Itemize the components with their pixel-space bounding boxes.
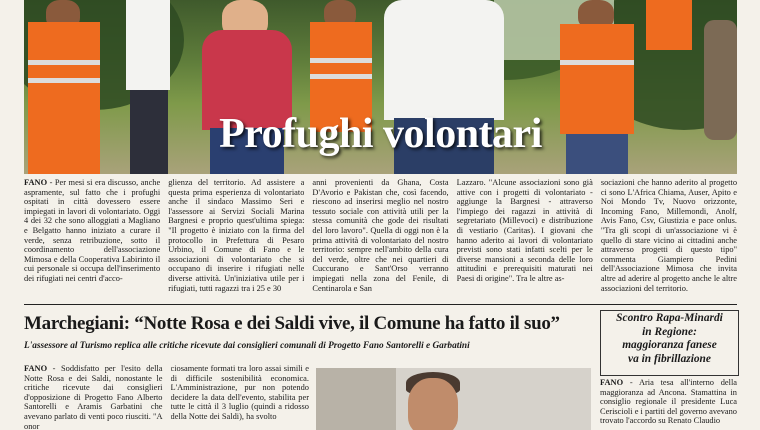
second-article-body (24, 364, 309, 430)
sidebar-body: - Aria tesa all'interno della maggioranza ad Ancona. Stamattina in consiglio regionale il presidente Luca Ceriscioli e i partiti del governo avevano trovato l'accordo su Renato Claudio (600, 378, 737, 426)
article-column (457, 178, 593, 300)
second-headline: Marchegiani: “Notte Rosa e dei Saldi vive, il Comune ha fatto il suo” (24, 313, 560, 334)
main-article-body (24, 178, 737, 300)
article-column (171, 364, 310, 430)
sidebar-title-line: Scontro Rapa-Minardi (616, 312, 723, 324)
column-text: ciosamente formati tra loro assai simili e di difficile sostenibilità economica. L'Amministrazione, pur non potendo decidere la data dell'evento, stabilita per tutte le città il 3 luglio (quindi a ridosso della Notte dei Saldi), ha svolto (170, 364, 309, 421)
dateline: FANO (24, 364, 48, 373)
article-column (24, 178, 160, 300)
portrait-photo (316, 368, 591, 430)
column-text: Lazzaro. "Alcune associazioni sono già attive con i progetti di volontariato - aggiunge la Bargnesi - attraverso l'impiego dei ragazzi in attività di segretariato (Millevoci) e distribuzione di vestiario (Caritas). I giovani che hanno aderito ai lavori di volontariato previsti sono stati infatti scelti per le diverse mansioni a seconda delle loro attitudini e prerequisiti maturati nei Paesi di origine". Tra le altre as- (456, 178, 593, 283)
article-column (312, 178, 448, 300)
sidebar-text (600, 378, 737, 426)
main-headline: Profughi volontari (219, 111, 542, 157)
article-column (601, 178, 737, 300)
sidebar-box (600, 310, 739, 376)
sidebar-title-line: in Regione: (642, 325, 697, 338)
section-divider (24, 304, 737, 305)
sidebar-title-line: maggioranza fanese (622, 339, 717, 351)
dateline: FANO (600, 378, 624, 387)
column-text: anni provenienti da Ghana, Costa D'Avorio e Pakistan che, così facendo, riescono ad inserirsi meglio nel nostro tessuto sociale con attività utili per la stessa comunità che gode dei risultati del loro lavoro". Quella di oggi non è la prima attività di volontariato del nostro territorio: sempre nell'ambito della cura del verde, oltre che nei quartieri di Cuccurano e Sant'Orso verranno impiegati nella zona del Fenile, di Centinarola e San (312, 178, 449, 293)
sidebar-title-line: va in fibrillazione (628, 352, 711, 365)
article-column (168, 178, 304, 300)
column-text: glienza del territorio. Ad assistere a questa prima esperienza di volontariato anche il sindaco Massimo Seri e l'assessore ai Servizi Sociali Marina Bargnesi e proprio quest'ultima spiega: "Il progetto è iniziato con la firma del protocollo in Prefettura di Pesaro Urbino, il Comune di Fano e le associazioni di volontariato che si occupano di inserire i rifugiati nelle diverse attività. Un'iniziativa utile per i rifugiati, tutti ragazzi tra i 25 e 30 (168, 178, 305, 293)
article-column (24, 364, 163, 430)
dateline: FANO (24, 178, 48, 187)
column-text: sociazioni che hanno aderito al progetto ci sono L'Africa Chiama, Auser, Apito e Noi Mondo Tv, Nuovo orizzonte, Incoming Fano, Millemondi, Anolf, Avis Fano, Csv, Giustizia e pace onlus. "Tra gli scopi di un'associazione vi è quello di stare vicino ai cittadini anche attraverso progetti di questo tipo" commenta Giampiero Pedini dell'Associazione Mimosa che invita altre ad aderire al progetto anche le altre associazioni del territorio. (600, 178, 738, 293)
second-kicker: L'assessore al Turismo replica alle critiche ricevute dai consiglieri comunali di Progetto Fano Santorelli e Garbatini (24, 341, 470, 351)
hero-photo (24, 0, 737, 174)
column-text: - Soddisfatto per l'esito della Notte Rosa e dei Saldi, nonostante le critiche ricevute dai consiglieri d'opposizione di Progetto Fano Alberto Santorelli e Aramis Garbatini che avevano parlato di venti poco riusciti. "A onor (24, 364, 163, 430)
column-text: - Per mesi si era discusso, anche aspramente, sul fatto che i profughi ospitati in città dovessero essere impiegati in lavori di volontariato. Oggi 4 dei 32 che sono alloggiati a Magliano e Belgatto hanno iniziato a curare il verde, senza retribuzione, sotto il coordinamento dell'associazione Mimosa e della Cooperativa Labirinto il cui personale si occupa dell'inserimento dei rifugiati nei centri d'acco- (24, 178, 161, 283)
